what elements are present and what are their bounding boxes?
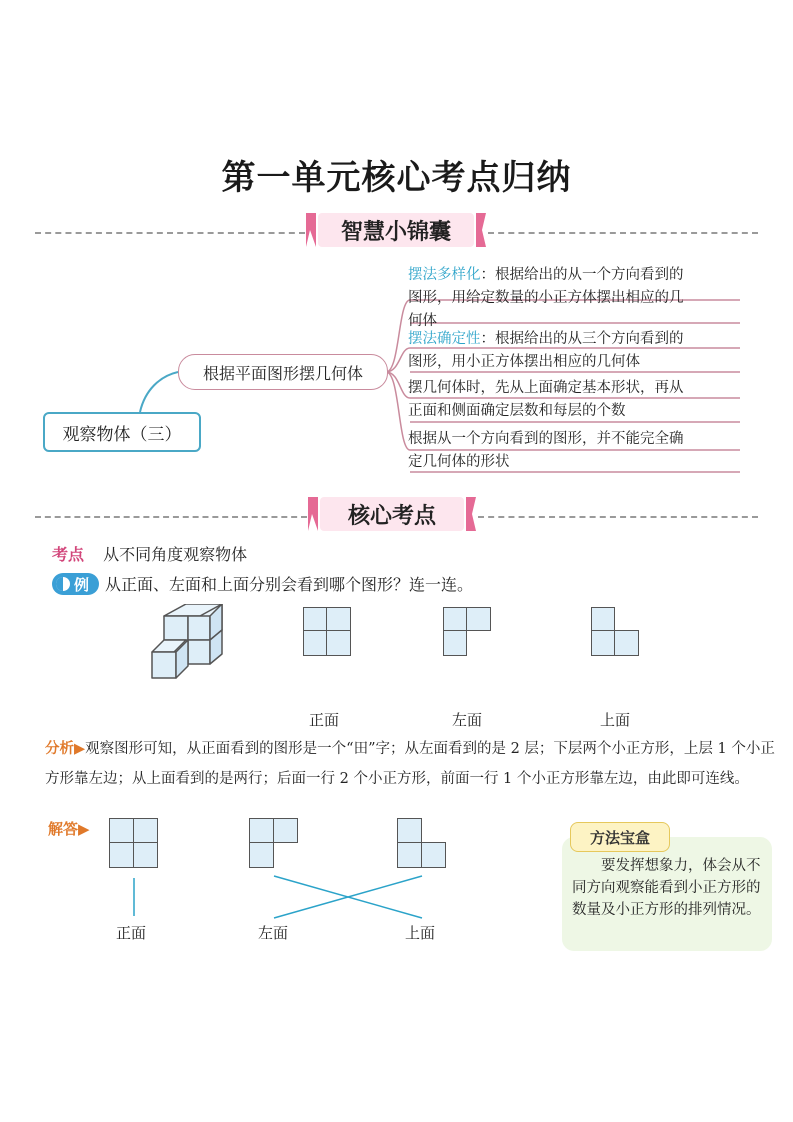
- branch-text: ：根据给出的从三个方向看到的: [480, 331, 684, 347]
- method-tip-text: 要发挥想象力，体会从不同方向观察能看到小正方形的数量及小正方形的排列情况。: [572, 858, 761, 918]
- example-tag: [52, 573, 99, 595]
- mindmap-node: 根据平面图形摆几何体: [178, 354, 388, 390]
- branch-text: 摆几何体时，先从上面确定基本形状，再从: [408, 380, 684, 396]
- kaodian-text: 从不同角度观察物体: [103, 545, 248, 564]
- square: [466, 607, 491, 631]
- square: [133, 842, 158, 868]
- kaodian-label: 考点: [52, 545, 85, 564]
- divider: [35, 232, 305, 234]
- square: [326, 607, 351, 631]
- mindmap-root: 观察物体（三）: [43, 412, 201, 452]
- divider: [478, 516, 758, 518]
- branch-highlight: 摆法多样化: [408, 267, 481, 283]
- answer-label: 解答▶: [48, 820, 90, 838]
- answer-label-top: 上面: [405, 924, 436, 942]
- square: [326, 630, 351, 656]
- branch-text: 定几何体的形状: [408, 454, 510, 470]
- mindmap-branch-3: [408, 377, 743, 423]
- branch-highlight: 摆法确定性: [408, 331, 481, 347]
- banner-label: 智慧小锦囊: [340, 219, 451, 245]
- square: [303, 607, 327, 631]
- section-banner-core: [320, 497, 464, 531]
- branch-text: 图形，用小正方体摆出相应的几何体: [408, 354, 640, 370]
- square: [397, 842, 422, 868]
- page-title: 第一单元核心考点归纳: [221, 158, 572, 198]
- square: [591, 607, 615, 631]
- example-tag-label: 例: [74, 575, 90, 594]
- ribbon-left: [308, 497, 318, 531]
- answer-label-front: 正面: [116, 924, 147, 942]
- ribbon-right: [466, 497, 476, 531]
- branch-text: 何体: [408, 313, 437, 329]
- branch-text: ：根据给出的从一个方向看到的: [480, 267, 684, 283]
- view-label-top: 上面: [600, 711, 631, 729]
- square: [591, 630, 615, 656]
- mindmap-branch-1: [408, 264, 743, 333]
- square: [303, 630, 327, 656]
- square: [133, 818, 158, 843]
- ribbon-right: [476, 213, 486, 247]
- square: [614, 630, 639, 656]
- square: [443, 630, 467, 656]
- square: [443, 607, 467, 631]
- method-tip-title: 方法宝盒: [570, 822, 670, 852]
- analysis-text: 观察图形可知，从正面看到的图形是一个“田”字；从左面看到的是 2 层；下层两个小正方形，上层 1 个小正方形靠左边；从上面看到的是两行；后面一行 2 个小正方形，前面一行 1 个小正方形靠左边，由此即可连线。: [45, 741, 775, 787]
- mindmap-branch-2: [408, 328, 743, 374]
- square: [109, 818, 134, 843]
- square: [249, 842, 274, 868]
- view-label-left: 左面: [452, 711, 483, 729]
- mindmap-branch-4: [408, 428, 743, 474]
- view-label-front: 正面: [309, 711, 340, 729]
- square: [273, 818, 298, 843]
- cube-figure: [148, 604, 238, 684]
- divider: [35, 516, 307, 518]
- branch-text: 正面和侧面确定层数和每层的个数: [408, 403, 626, 419]
- example-dot-icon: [56, 577, 70, 591]
- branch-text: 根据从一个方向看到的图形，并不能完全确: [408, 431, 684, 447]
- square: [421, 842, 446, 868]
- kaodian-row: [52, 542, 247, 565]
- divider: [488, 232, 758, 234]
- banner-label: 核心考点: [347, 503, 436, 529]
- section-banner-tips: [318, 213, 474, 247]
- example-question: 从正面、左面和上面分别会看到哪个图形？连一连。: [105, 575, 474, 594]
- analysis-paragraph: [45, 734, 780, 794]
- branch-text: 图形，用给定数量的小正方体摆出相应的几: [408, 290, 684, 306]
- square: [249, 818, 274, 843]
- square: [109, 842, 134, 868]
- answer-label-left: 左面: [258, 924, 289, 942]
- ribbon-left: [306, 213, 316, 247]
- square: [397, 818, 422, 843]
- analysis-label: 分析▶: [45, 741, 86, 757]
